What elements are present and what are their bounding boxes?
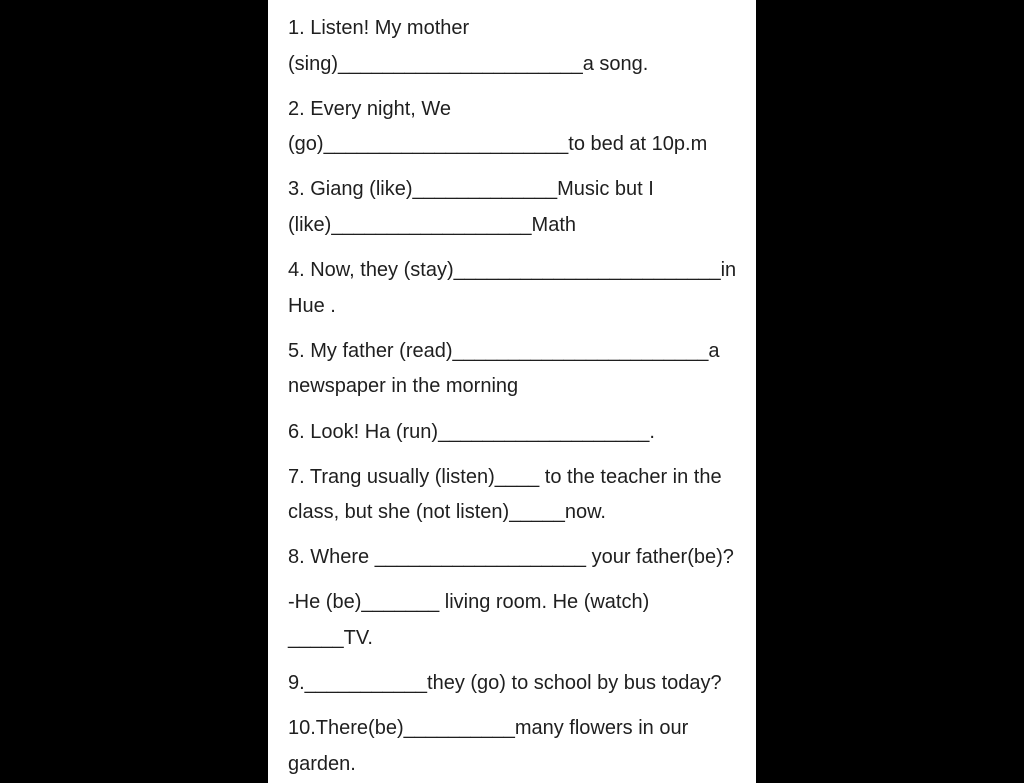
exercise-line-5: 3. Giang (like)_____________Music but I: [288, 178, 654, 200]
exercise-line-11: 6. Look! Ha (run)___________________.: [288, 421, 655, 443]
exercise-line-12: 7. Trang usually (listen)____ to the teacher in the: [288, 466, 722, 488]
worksheet-page: [268, 0, 756, 783]
exercise-line-17: 9.___________they (go) to school by bus today?: [288, 672, 722, 694]
exercise-line-15: -He (be)_______ living room. He (watch): [288, 591, 650, 613]
exercise-line-2: (sing)______________________a song.: [288, 53, 649, 75]
exercise-line-16: _____TV.: [288, 627, 373, 649]
exercise-line-4: (go)______________________to bed at 10p.m: [288, 133, 708, 155]
exercise-line-18: 10.There(be)__________many flowers in our: [288, 717, 689, 739]
exercise-line-9: 5. My father (read)_______________________a: [288, 340, 720, 362]
exercise-line-1: 1. Listen! My mother: [288, 17, 470, 39]
exercise-line-7: 4. Now, they (stay)________________________in: [288, 259, 737, 281]
exercise-line-19: garden.: [288, 753, 356, 775]
exercise-line-13: class, but she (not listen)_____now.: [288, 501, 606, 523]
exercise-line-3: 2. Every night, We: [288, 98, 452, 120]
exercise-line-6: (like)__________________Math: [288, 214, 577, 236]
exercise-line-10: newspaper in the morning: [288, 375, 519, 397]
exercise-line-8: Hue .: [288, 295, 336, 317]
exercise-line-14: 8. Where ___________________ your father(be)?: [288, 546, 734, 568]
